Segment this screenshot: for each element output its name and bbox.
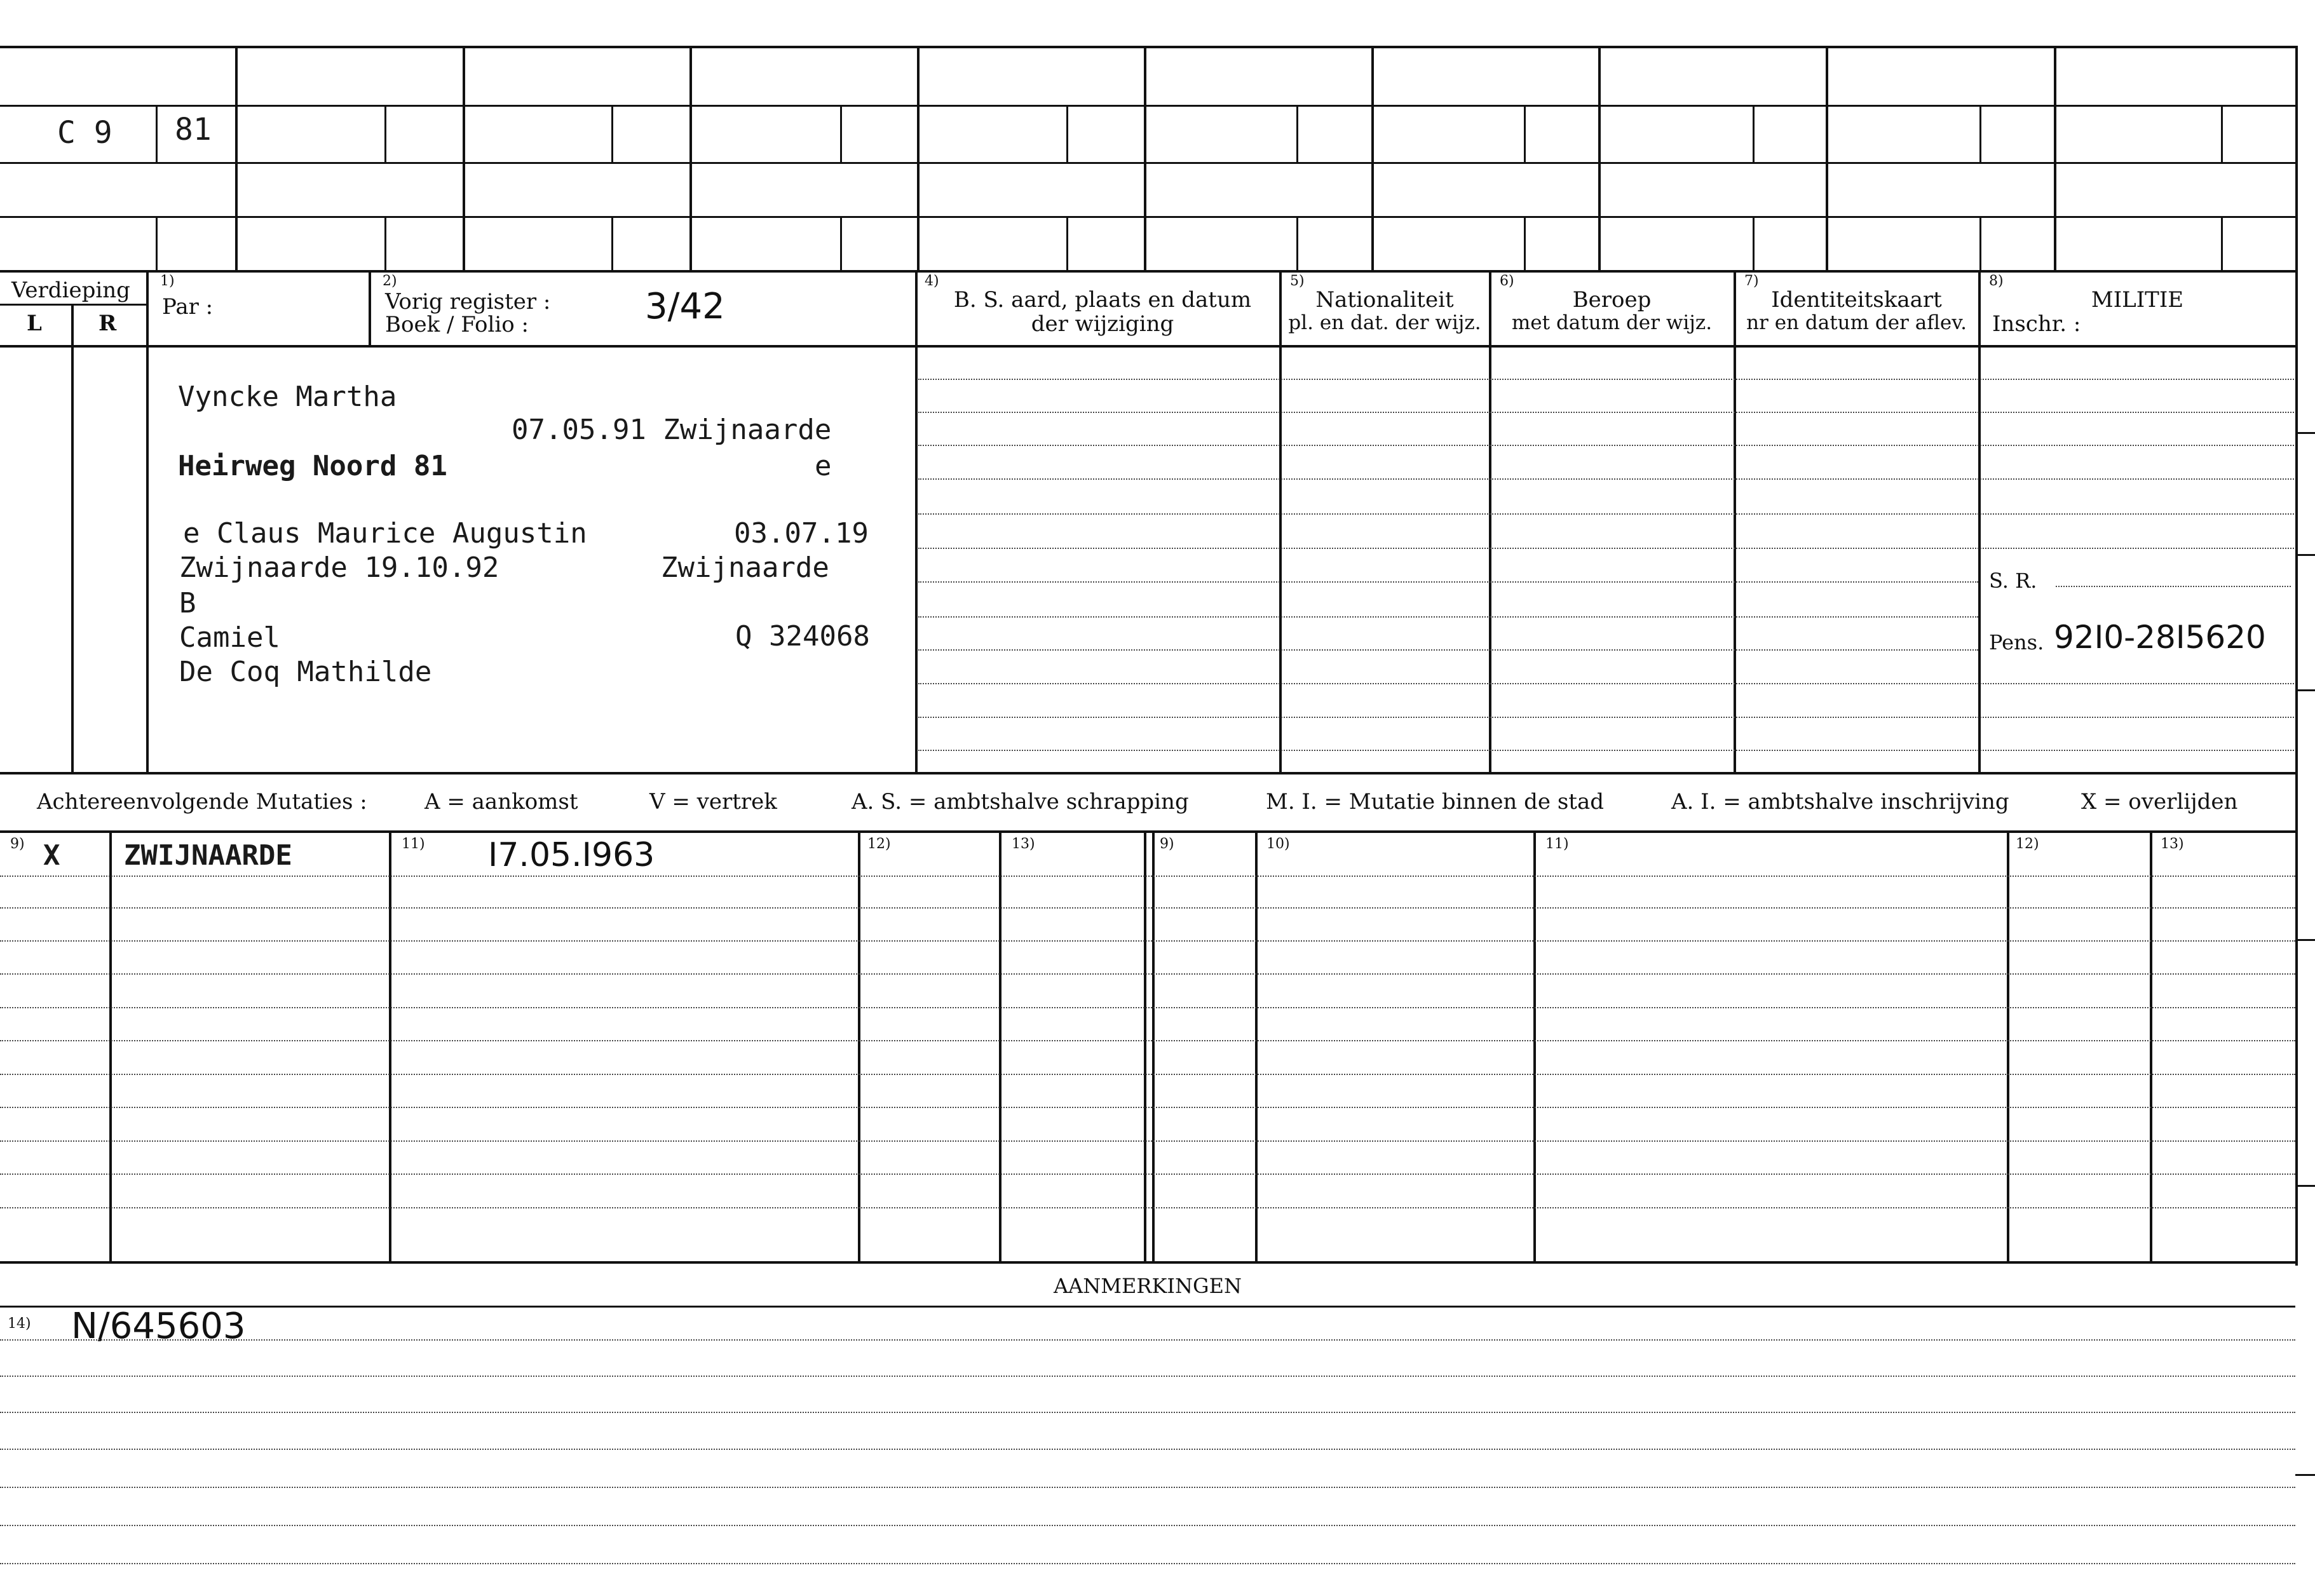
mutation-type: X [43,839,60,872]
vorig-register-label: Vorig register : [385,289,551,314]
edge-tick [2295,1185,2315,1187]
grid-col-line [463,46,465,271]
grid-col-line [1598,46,1601,271]
sub-divider [1296,216,1298,270]
person-name: Vyncke Martha [178,381,397,413]
rule-line [918,513,2294,515]
col-line [2007,830,2009,1261]
rule-line [918,616,1978,618]
sub-divider [611,105,613,162]
spouse-birth-date: 03.07.19 [734,517,869,550]
col-number-13: 13) [1012,836,1035,852]
col-line [999,830,1001,1261]
col-line [1533,830,1536,1261]
header-bottom [0,345,2295,348]
edge-tick [2295,939,2315,941]
legend-a: A = aankomst [424,789,578,815]
grid-code-letter: C 9 [57,115,112,151]
marriage-info: Zwijnaarde 19.10.92 [179,551,499,584]
grid-row-line [0,162,2297,164]
field-number-7: 7) [1744,273,1759,289]
marriage-place: Zwijnaarde [661,551,829,584]
r-label: R [98,311,117,336]
rule-line [918,478,2294,480]
legend-v: V = vertrek [649,789,777,815]
col-line [1279,270,1282,772]
rule-line [0,1376,2295,1377]
address-marker: e [815,450,832,482]
field-number-1: 1) [160,273,175,289]
mutation-date: I7.05.I963 [488,836,655,874]
marker-b: B [179,587,196,619]
col-number-12: 12) [867,836,891,852]
sub-divider [611,216,613,270]
top-border [0,46,2297,48]
rule-line [0,1487,2295,1488]
grid-col-line [689,46,692,271]
militie-label: MILITIE [2091,287,2184,313]
verdieping-label: Verdieping [11,278,130,303]
col-number-12-right: 12) [2016,836,2039,852]
edge-tick [2295,689,2315,691]
boek-folio-label: Boek / Folio : [385,312,529,337]
sub-divider [2221,105,2223,162]
pens-value: 92I0-28I5620 [2054,619,2266,656]
sub-divider [1753,105,1755,162]
rule-line [918,649,1978,651]
rule-line [918,717,2294,718]
col-number-11-right: 11) [1545,836,1569,852]
grid-bottom-line [0,270,2297,273]
rule-line [0,1339,2295,1341]
col-number-13-right: 13) [2161,836,2184,852]
rule-line [0,1207,2295,1208]
col-number-10-right: 10) [1266,836,1290,852]
person-address: Heirweg Noord 81 [178,450,447,482]
col-line [389,830,391,1261]
edge-tick [2295,1474,2315,1476]
sub-divider [840,105,842,162]
bs-label-line1: B. S. aard, plaats en datum [953,287,1252,313]
beroep-sublabel: met datum der wijz. [1511,311,1713,334]
remarks-value: N/645603 [71,1306,246,1347]
rule-line [0,1074,2295,1075]
rule-line [0,1040,2295,1041]
sub-divider [384,105,386,162]
col-line [369,270,371,345]
col-line [1734,270,1736,772]
rule-line [0,973,2295,975]
col-line [1152,830,1155,1261]
person-birth: 07.05.91 Zwijnaarde [512,414,832,446]
rule-line [918,445,2294,446]
sub-divider [1753,216,1755,270]
rule-line [0,1107,2295,1108]
remarks-title: AANMERKINGEN [1054,1274,1242,1298]
sub-divider [1524,105,1526,162]
rule-line [918,750,2294,751]
mutations-top [0,830,2295,833]
grid-col-line [235,46,238,271]
col-line [1144,830,1146,1261]
rule-line [0,1412,2295,1413]
grid-row-line [0,105,2297,107]
mutations-bottom [0,1261,2295,1264]
sub-divider [1296,105,1298,162]
rule-line [918,379,2294,380]
grid-row-line [0,216,2297,218]
grid-col-line [2054,46,2056,271]
inschr-label: Inschr. : [1992,311,2081,337]
person-block-bottom [0,772,2295,774]
col-line [109,830,112,1261]
sub-divider [2221,216,2223,270]
sub-divider [1979,105,1981,162]
field-number-5: 5) [1290,273,1305,289]
col-number-11: 11) [402,836,425,852]
pens-label: Pens. [1989,630,2044,654]
grid-col-line [917,46,920,271]
field-number-8: 8) [1989,273,2004,289]
rule-line [0,940,2295,942]
rule-line [0,1007,2295,1008]
grid-col-line [1144,46,1146,271]
field-number-14: 14) [8,1316,31,1332]
col-line [915,270,918,772]
sub-divider [156,216,158,270]
field-number-2: 2) [383,273,397,289]
register-value: 3/42 [645,286,725,327]
par-label: Par : [162,294,214,320]
sub-divider [1066,216,1068,270]
id-number: Q 324068 [735,620,870,653]
sub-divider [1979,216,1981,270]
rule-line [0,907,2295,909]
sub-divider [1524,216,1526,270]
identiteitskaart-sublabel: nr en datum der aflev. [1746,311,1967,334]
sub-divider [1066,105,1068,162]
nationaliteit-label: Nationaliteit [1315,287,1454,313]
rule-line [0,1563,2295,1564]
legend-x: X = overlijden [2081,789,2238,815]
sr-line [2056,586,2291,587]
legend-as: A. S. = ambtshalve schrapping [852,789,1189,815]
l-label: L [27,311,42,336]
mutation-place: ZWIJNAARDE [124,839,292,872]
col-line [71,304,74,772]
legend-mi: M. I. = Mutatie binnen de stad [1266,789,1604,815]
rule-line [918,412,2294,413]
col-line [858,830,860,1261]
field-number-6: 6) [1500,273,1514,289]
spouse-name: e Claus Maurice Augustin [183,517,587,550]
father-name: Camiel [179,621,280,654]
rule-line [0,1525,2295,1526]
col-line [1255,830,1258,1261]
sr-label: S. R. [1989,569,2037,593]
nationaliteit-sublabel: pl. en dat. der wijz. [1288,311,1481,334]
grid-col-line [1371,46,1374,271]
mother-name: De Coq Mathilde [179,656,432,688]
edge-tick [2295,432,2315,434]
col-line [2150,830,2152,1261]
sub-divider [156,105,158,162]
identiteitskaart-label: Identiteitskaart [1771,287,1942,313]
rule-line [918,581,1978,583]
rule-line [0,1140,2295,1142]
rule-line [0,876,2295,877]
beroep-label: Beroep [1572,287,1652,313]
col-number-9-right: 9) [1160,836,1174,852]
grid-code-number: 81 [175,112,212,147]
col-line [1489,270,1491,772]
grid-col-line [1826,46,1828,271]
field-number-4: 4) [925,273,939,289]
remarks-top [0,1306,2295,1308]
legend-ai: A. I. = ambtshalve inschrijving [1671,789,2009,815]
bs-label-line2: der wijziging [1031,311,1174,337]
rule-line [0,1449,2295,1450]
col-line [1978,270,1981,772]
rule-line [0,1173,2295,1175]
rule-line [918,548,2294,549]
sub-divider [840,216,842,270]
col-number-9: 9) [10,836,25,852]
right-border [2295,46,2298,1266]
legend-title: Achtereenvolgende Mutaties : [37,789,367,815]
edge-tick [2295,554,2315,556]
rule-line [918,683,2294,684]
sub-divider [384,216,386,270]
col-line [146,270,149,772]
